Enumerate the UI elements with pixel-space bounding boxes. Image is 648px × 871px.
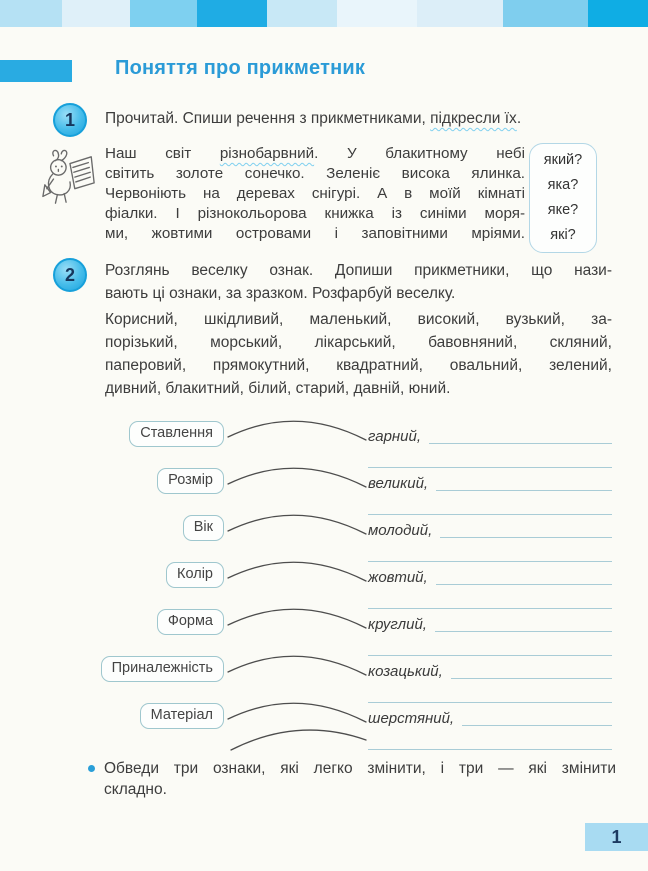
exercise-2-instruction — [105, 259, 612, 305]
strip-square — [337, 0, 417, 27]
text-span: Наш світ — [105, 145, 220, 162]
rainbow-diagram — [0, 413, 648, 758]
rainbow-entry — [368, 567, 612, 609]
question-word: яка? — [547, 177, 579, 193]
strip-square — [197, 0, 267, 27]
rainbow-label-stavlennia: Ставлення — [129, 421, 224, 447]
instruction-underlined-text: підкресли їх — [430, 110, 517, 127]
text-line: Обведи три ознаки, які легко змінити, і три — які змінити — [104, 760, 616, 777]
writing-line — [440, 537, 612, 538]
rainbow-entry — [368, 661, 612, 703]
question-word: який? — [543, 152, 583, 168]
page-title: Поняття про прикметник — [115, 57, 366, 79]
strip-square — [62, 0, 130, 27]
strip-square — [130, 0, 197, 27]
rainbow-label-kolir: Колір — [166, 562, 224, 588]
writing-line — [368, 492, 612, 515]
exercise-1-text — [105, 144, 525, 244]
text-line: дивний, блакитний, білий, старий, давній, юний. — [105, 380, 451, 397]
strip-square — [503, 0, 588, 27]
title-accent-bar — [0, 60, 72, 82]
writing-line — [368, 539, 612, 562]
example-line — [368, 661, 612, 680]
exercise-2-number-badge: 2 — [53, 258, 87, 292]
writing-line — [436, 490, 612, 491]
rainbow-label-material: Матеріал — [140, 703, 224, 729]
writing-line — [368, 727, 612, 750]
example-word: шерстяний, — [368, 710, 455, 727]
exercise-1-number-badge: 1 — [53, 103, 87, 137]
text-line: ми, жовтими островами і заповітними мріями. — [105, 225, 525, 242]
adjective-word-list — [105, 308, 612, 400]
decorative-top-strip — [0, 0, 648, 27]
question-words-box — [529, 143, 597, 253]
followup-task — [104, 758, 616, 800]
rainbow-label-forma: Форма — [157, 609, 224, 635]
question-word: яке? — [547, 202, 579, 218]
writing-line — [368, 586, 612, 609]
example-word: гарний, — [368, 428, 422, 445]
rainbow-entry — [368, 614, 612, 656]
text-line: фіалки. І різнокольорова книжка із синіми моря- — [105, 205, 525, 222]
rainbow-entry — [368, 520, 612, 562]
example-line — [368, 708, 612, 727]
text-line: порізький, морський, лікарський, бавовняний, скляний, — [105, 334, 612, 351]
text-line: Червоніють на деревах снігурі. А в моїй кімнаті — [105, 185, 525, 202]
exercise-1-instruction — [105, 107, 585, 130]
rainbow-entry — [368, 473, 612, 515]
example-line — [368, 473, 612, 492]
instruction-text: . — [516, 110, 522, 127]
text-line: паперовий, прямокутний, квадратний, овальний, зелений, — [105, 357, 612, 374]
writing-line — [368, 445, 612, 468]
rainbow-entry — [368, 426, 612, 468]
example-word: жовтий, — [368, 569, 428, 586]
text-line: світить золоте сонечко. Зеленіє висока ялинка. — [105, 165, 525, 182]
strip-square — [0, 0, 62, 27]
text-line: Корисний, шкідливий, маленький, високий, вузький, за- — [105, 311, 612, 328]
writing-line — [368, 680, 612, 703]
rainbow-label-rozmir: Розмір — [157, 468, 224, 494]
example-line — [368, 426, 612, 445]
bunny-writing-icon — [40, 148, 98, 217]
wavy-underlined-word: різнобарвний — [219, 145, 315, 162]
example-line — [368, 520, 612, 539]
example-word: круглий, — [368, 616, 427, 633]
writing-line — [429, 443, 612, 444]
strip-square — [417, 0, 503, 27]
text-line — [105, 144, 525, 164]
text-span: . У блакитному небі — [314, 145, 525, 162]
example-line — [368, 567, 612, 586]
page-number-badge: 1 — [585, 823, 648, 851]
rainbow-label-vik: Вік — [183, 515, 224, 541]
writing-line — [435, 631, 612, 632]
writing-line — [451, 678, 612, 679]
instruction-text: Прочитай. Спиши речення з прикметниками, — [105, 110, 431, 127]
example-word: великий, — [368, 475, 429, 492]
strip-square — [267, 0, 337, 27]
rainbow-label-prynalezhnist: Приналежність — [101, 656, 224, 682]
text-line: вають ці ознаки, за зразком. Розфарбуй веселку. — [105, 285, 456, 302]
writing-line — [436, 584, 612, 585]
text-line: складно. — [104, 781, 167, 798]
rainbow-entry — [368, 708, 612, 750]
writing-line — [462, 725, 612, 726]
strip-square — [588, 0, 648, 27]
bullet-dot — [88, 765, 95, 772]
example-word: молодий, — [368, 522, 433, 539]
question-word: які? — [550, 227, 576, 243]
text-line: Розглянь веселку ознак. Допиши прикметники, що нази- — [105, 262, 612, 279]
writing-line — [368, 633, 612, 656]
example-word: козацький, — [368, 663, 443, 680]
example-line — [368, 614, 612, 633]
